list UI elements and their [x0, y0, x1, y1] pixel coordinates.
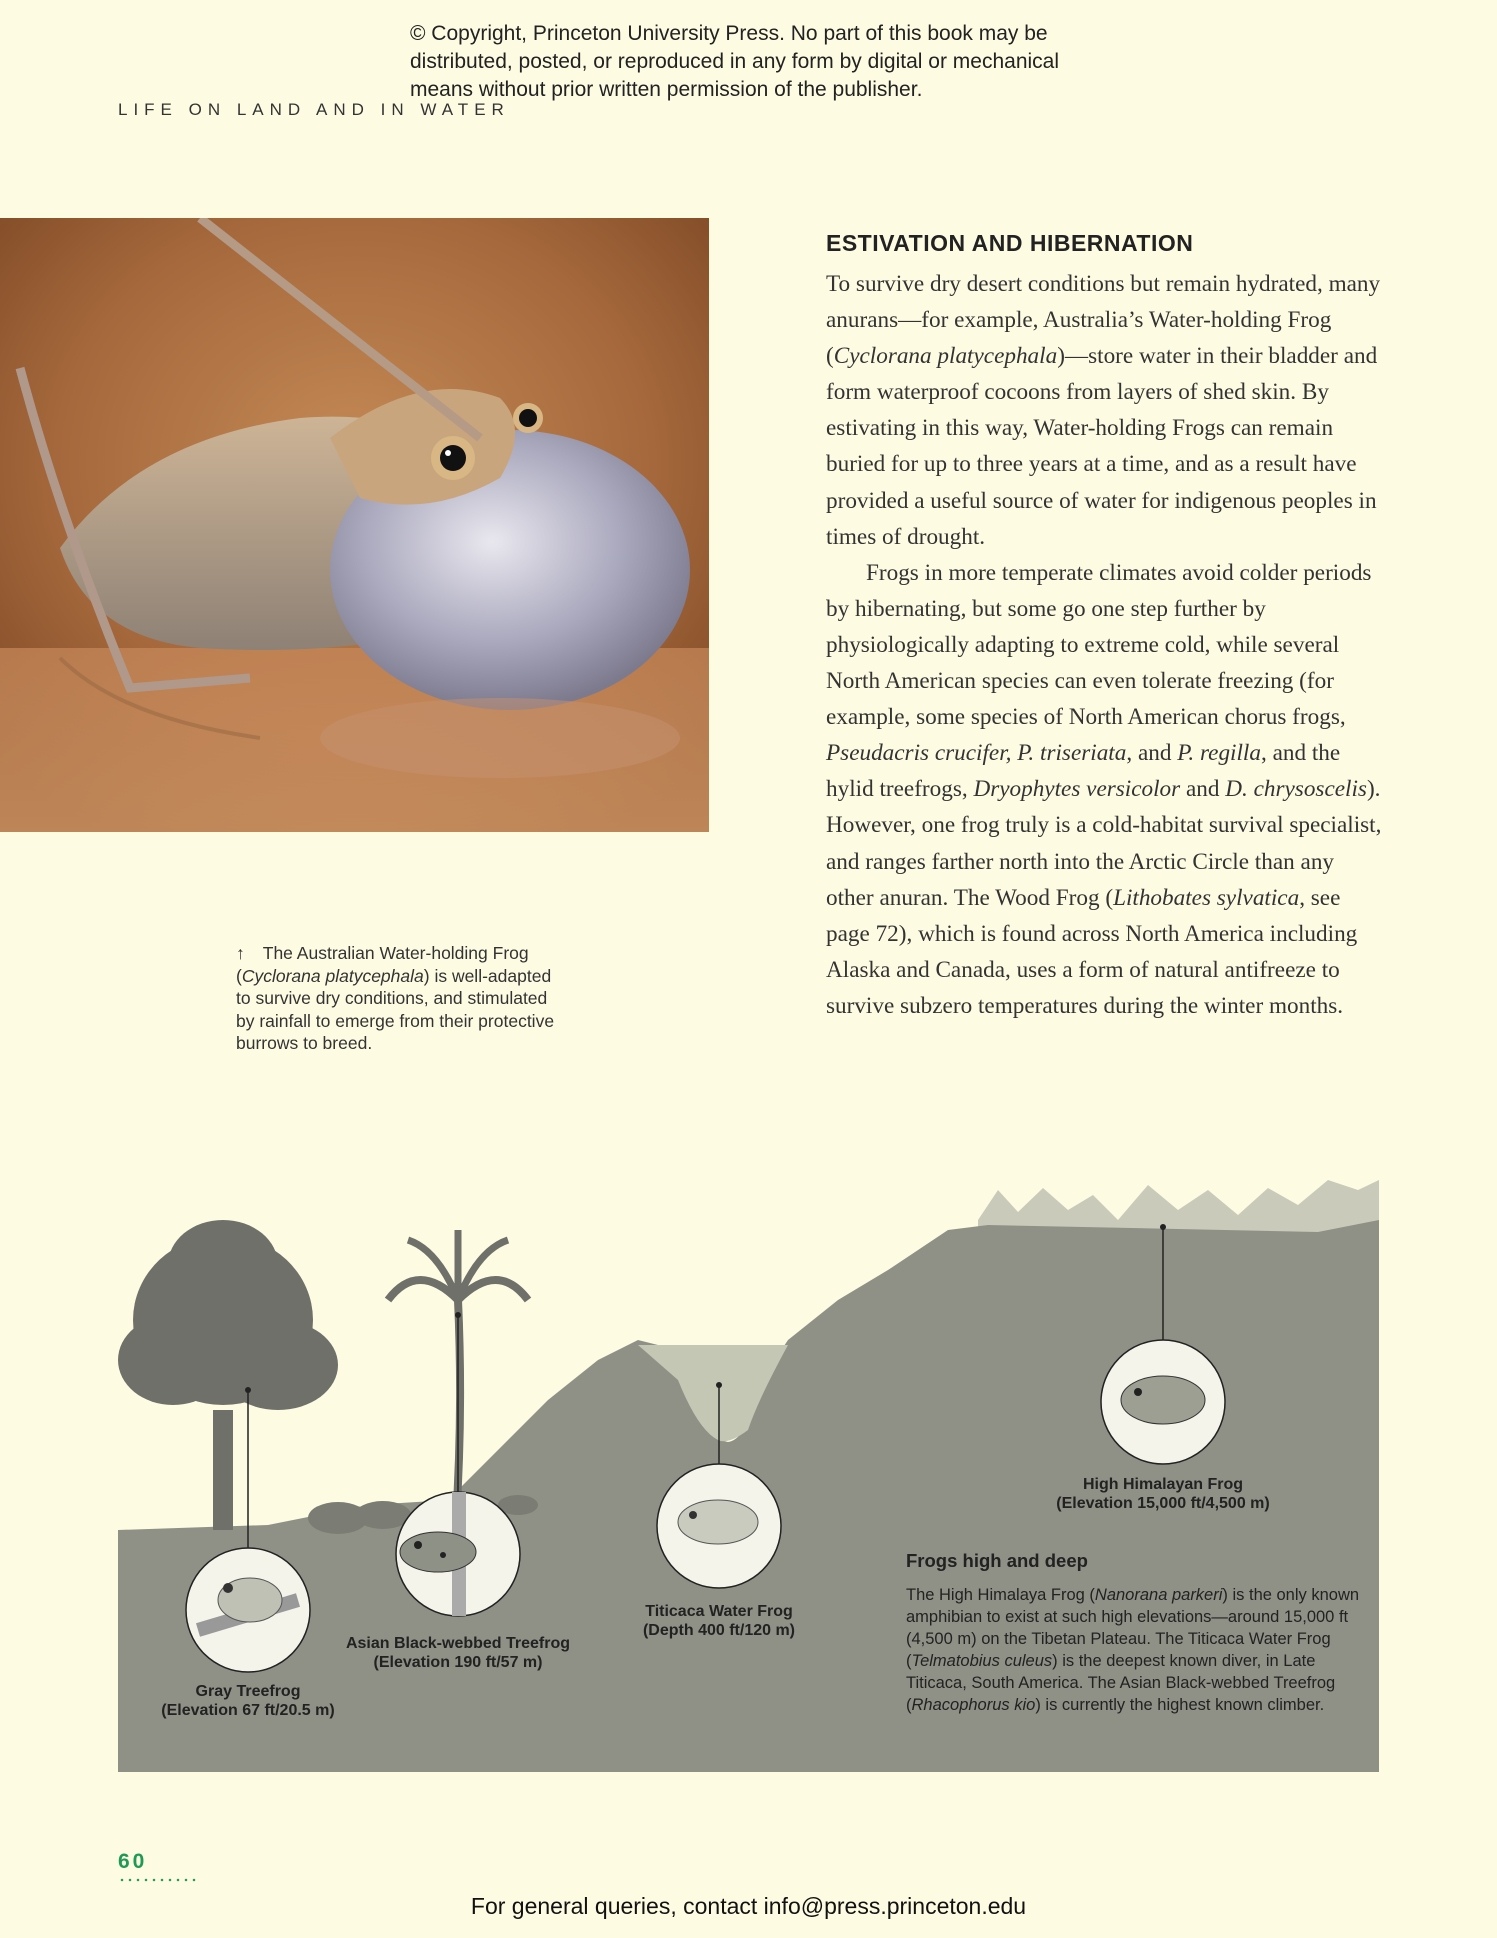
info-text-3: ) is the deepest known diver, in Late Titicaca, South America. The Asian Black-webbed Treefrog (: [906, 1652, 1336, 1714]
paragraph-2: [826, 555, 1386, 1024]
gray-treefrog-name: Gray Treefrog: [195, 1683, 301, 1700]
p2-species-2: P. regilla: [1177, 740, 1261, 767]
himalayan-frog-label: [1043, 1475, 1283, 1513]
broadleaf-tree-icon: [118, 1220, 338, 1530]
body-text: [826, 266, 1386, 1024]
p2-species-1: Pseudacris crucifer, P. triseriata: [826, 740, 1127, 767]
asian-treefrog-elevation: (Elevation 190 ft/57 m): [373, 1654, 543, 1671]
p2-text-4: and: [1180, 776, 1226, 803]
copyright-line-1: © Copyright, Princeton University Press. No part of this book may be: [410, 22, 1048, 45]
paragraph-1: [826, 266, 1386, 555]
p2-text-1: Frogs in more temperate climates avoid colder periods by hibernating, but some go one step further by physiologically adapting to extreme cold, while several North American species can even tolerate freezing (for example, some species of North American chorus frogs,: [826, 559, 1372, 731]
copyright-notice: [410, 20, 1110, 104]
p2-text-6: , see page 72), which is found across North America including Alaska and Canada, uses a form of natural antifreeze to survive subzero temperatures during the winter months.: [826, 884, 1358, 1019]
titicaca-frog-label: [609, 1602, 829, 1640]
himalayan-frog-elevation: (Elevation 15,000 ft/4,500 m): [1056, 1495, 1270, 1512]
page-number: 60: [118, 1850, 148, 1873]
footer-contact: For general queries, contact info@press.princeton.edu: [470, 1893, 1027, 1919]
info-text-1: The High Himalaya Frog (: [906, 1586, 1095, 1604]
gray-treefrog-elevation: (Elevation 67 ft/20.5 m): [161, 1702, 335, 1719]
copyright-line-2: distributed, posted, or reproduced in any form by digital or mechanical: [410, 50, 1060, 73]
caption-text-1: The Australian Water-holding Frog (: [236, 943, 529, 986]
info-species-1: Nanorana parkeri: [1094, 1586, 1223, 1604]
p1-species: Cyclorana platycephala: [833, 343, 1058, 370]
info-box-heading: Frogs high and deep: [906, 1550, 1088, 1571]
page-number-dots: [118, 1878, 198, 1882]
section-heading: ESTIVATION AND HIBERNATION: [826, 230, 1194, 256]
himalayan-frog-name: High Himalayan Frog: [1082, 1476, 1244, 1493]
asian-treefrog-label: [328, 1634, 588, 1672]
copyright-line-3: means without prior written permission of the publisher.: [410, 78, 923, 101]
caption-text-2: ) is well-adapted to survive dry conditions, and stimulated by rainfall to emerge from their protective burrows to breed.: [236, 965, 555, 1053]
gray-treefrog-label: [138, 1682, 358, 1720]
frog-photo: [0, 218, 709, 832]
gray-treefrog-icon: [186, 1548, 310, 1672]
arrow-up-icon: ↑: [236, 943, 245, 963]
asian-treefrog-icon: [396, 1492, 520, 1616]
info-species-2: Telmatobius culeus: [911, 1652, 1053, 1670]
p2-text-2: , and: [1126, 740, 1178, 767]
info-box-text: [906, 1584, 1366, 1716]
info-text-2: ) is the only known amphibian to exist at such high elevations—around 15,000 ft (4,500 m) on the Tibetan Plateau. The Titicaca Water Frog (: [906, 1586, 1360, 1670]
p2-species-4: D. chrysoscelis: [1225, 776, 1367, 803]
himalayan-frog-icon: [1101, 1340, 1225, 1464]
p2-text-3: , and the hylid treefrogs,: [826, 740, 1341, 803]
caption-species: Cyclorana platycephala: [241, 965, 424, 986]
p1-text-2: )—store water in their bladder and form waterproof cocoons from layers of shed skin. By estivating in this way, Water-holding Frogs can remain buried for up to three years at a time, and as a result have provided a useful source of water for indigenous peoples in times of drought.: [826, 343, 1378, 550]
info-species-3: Rhacophorus kio: [911, 1696, 1036, 1714]
p2-species-5: Lithobates sylvatica: [1113, 884, 1300, 911]
asian-treefrog-name: Asian Black-webbed Treefrog: [345, 1635, 571, 1652]
info-text-4: ) is currently the highest known climber.: [1035, 1696, 1325, 1714]
p1-text-1: To survive dry desert conditions but remain hydrated, many anurans—for example, Australia’s Water-holding Frog (: [826, 271, 1381, 370]
running-head: LIFE ON LAND AND IN WATER: [118, 100, 510, 119]
elevation-infographic: [118, 1160, 1379, 1772]
titicaca-frog-depth: (Depth 400 ft/120 m): [642, 1622, 796, 1639]
p2-text-5: ). However, one frog truly is a cold-habitat survival specialist, and ranges farther north into the Arctic Circle than any other anuran. The Wood Frog (: [826, 776, 1382, 911]
p2-species-3: Dryophytes versicolor: [973, 776, 1181, 803]
titicaca-frog-icon: [657, 1464, 781, 1588]
titicaca-frog-name: Titicaca Water Frog: [645, 1603, 793, 1620]
photo-caption: [236, 942, 566, 1055]
